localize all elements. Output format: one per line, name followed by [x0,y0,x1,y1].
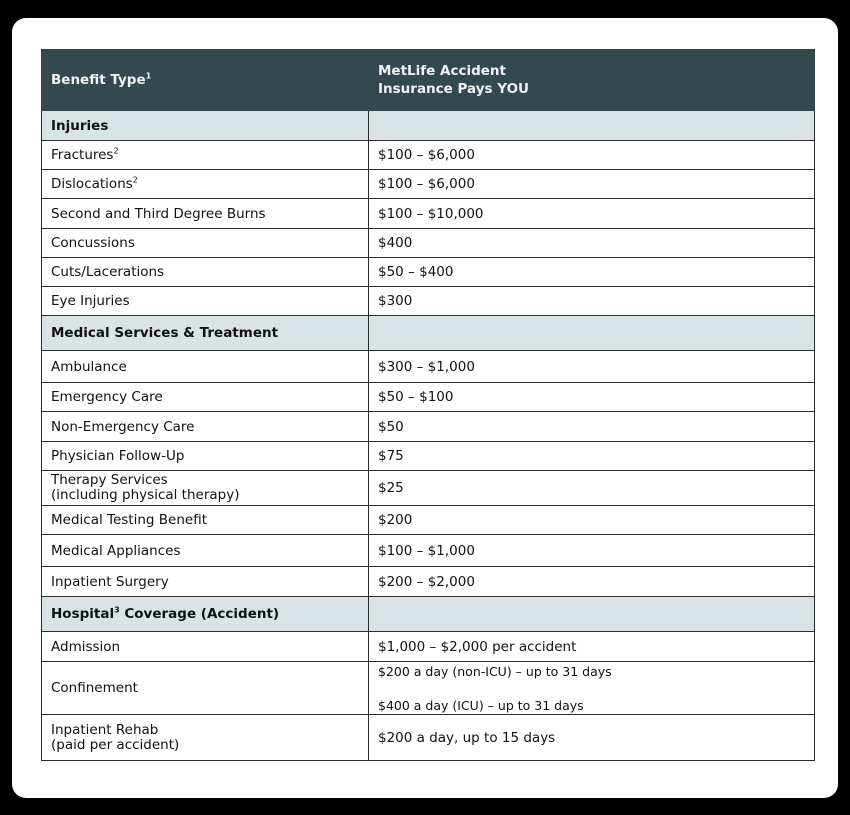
benefit-sublabel: (paid per accident) [51,736,180,753]
benefit-value: $1,000 – $2,000 per accident [369,632,815,662]
benefit-value: $25 [369,471,815,506]
table-header-row [42,50,815,111]
benefits-table [41,49,815,761]
header-metlife-pays: MetLife Accident Insurance Pays YOU [369,50,815,111]
benefit-label: Dislocations [51,176,133,192]
benefit-value: $100 – $6,000 [369,141,815,170]
benefit-label: Cuts/Lacerations [42,258,369,287]
table-row [42,567,815,597]
benefit-value: $400 [369,229,815,258]
benefit-label: Concussions [42,229,369,258]
section-title: Injuries [42,111,369,141]
benefit-label: Non-Emergency Care [42,412,369,442]
benefit-value: $75 [369,442,815,471]
benefit-label: Medical Appliances [42,535,369,567]
table-row [42,229,815,258]
section-title: Hospital$^3$ Coverage (Accident) [42,597,369,632]
benefit-label: Second and Third Degree Burns [42,199,369,229]
benefit-value: $200 a day, up to 15 days [369,715,815,761]
benefit-value: $200 a day (non-ICU) – up to 31 days [378,664,612,679]
benefit-value-2: $400 a day (ICU) – up to 31 days [378,698,584,713]
document-card [12,18,838,798]
benefit-label: Ambulance [42,351,369,383]
benefit-value: $200 – $2,000 [369,567,815,597]
benefit-label: Emergency Care [42,383,369,412]
benefit-value: $100 – $10,000 [369,199,815,229]
benefit-value: $50 – $400 [369,258,815,287]
table-row: Dislocations$^2$ $100 – $6,000 [42,170,815,199]
benefit-value: $200 [369,506,815,535]
table-row [42,199,815,229]
benefit-label: Eye Injuries [42,287,369,316]
table-row [42,412,815,442]
table-row [42,715,815,761]
benefit-label: Therapy Services [51,472,168,488]
section-row-medical [42,316,815,351]
benefit-value: $300 – $1,000 [369,351,815,383]
benefit-label: Confinement [42,662,369,715]
benefit-value: $100 – $1,000 [369,535,815,567]
section-row-hospital [42,597,815,632]
table-row [42,662,815,715]
benefit-label: Admission [42,632,369,662]
benefit-label: Inpatient Surgery [42,567,369,597]
table-row: Fractures$^2$ $100 – $6,000 [42,141,815,170]
benefit-label: Medical Testing Benefit [42,506,369,535]
table-row [42,471,815,506]
section-row-injuries [42,111,815,141]
section-title: Medical Services & Treatment [42,316,369,351]
table-row [42,258,815,287]
benefit-value: $50 [369,412,815,442]
table-row [42,383,815,412]
benefit-label: Physician Follow-Up [42,442,369,471]
benefit-label: Fractures [51,147,114,163]
table-row [42,535,815,567]
header-benefit-type: Benefit Type$^1$ [42,50,369,111]
benefit-value: $300 [369,287,815,316]
benefit-sublabel: (including physical therapy) [51,487,240,503]
benefit-label: Inpatient Rehab [51,721,159,738]
table-row [42,506,815,535]
table-row [42,351,815,383]
benefit-value: $50 – $100 [369,383,815,412]
benefit-value: $100 – $6,000 [369,170,815,199]
table-row [42,442,815,471]
table-row [42,632,815,662]
table-row [42,287,815,316]
